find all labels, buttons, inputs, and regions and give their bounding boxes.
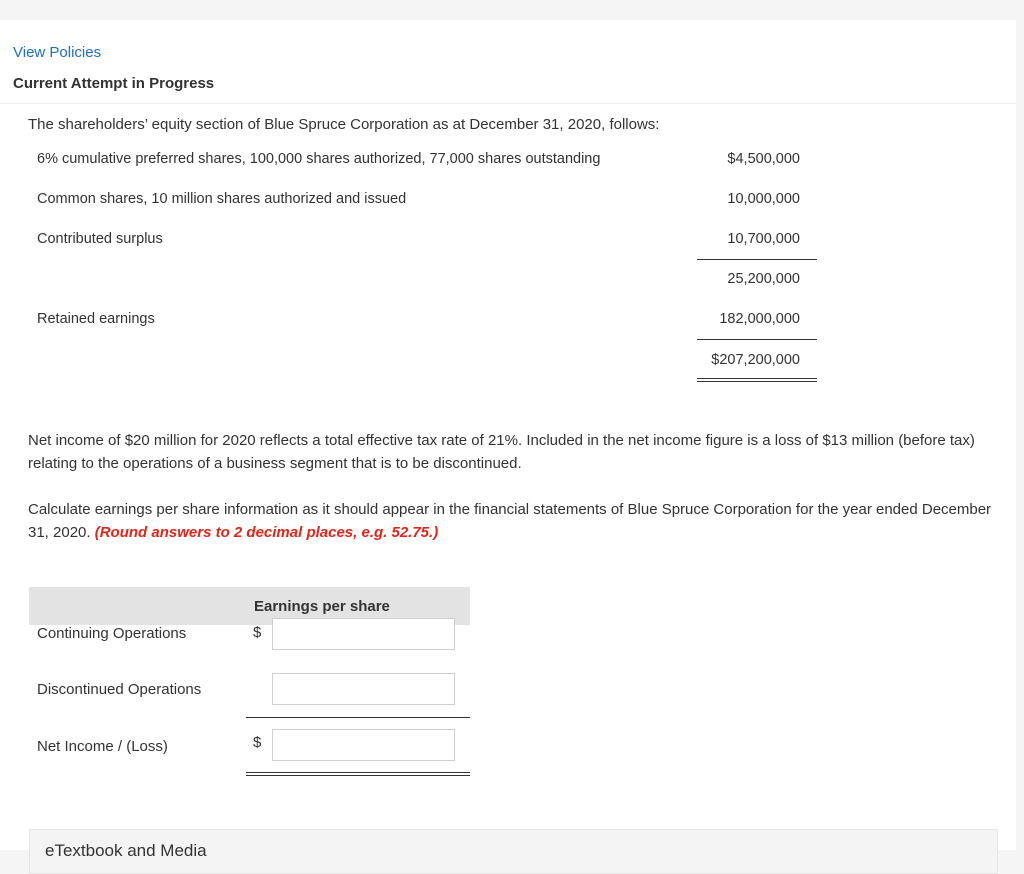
- problem-intro: The shareholders’ equity section of Blue Spruce Corporation as at December 31, 2020, follows:: [28, 116, 660, 133]
- total-rule: [697, 339, 817, 340]
- view-policies-link[interactable]: View Policies: [13, 44, 102, 61]
- answer-subtotal-rule: [246, 717, 470, 718]
- equity-value-common: 10,000,000: [727, 191, 800, 207]
- row-label-continuing: Continuing Operations: [37, 625, 187, 642]
- row-label-discontinued: Discontinued Operations: [37, 681, 202, 698]
- equity-value-retained-earnings: 182,000,000: [719, 311, 800, 327]
- net-income-paragraph: Net income of $20 million for 2020 reflects a total effective tax rate of 21%. Included in the net income figure is a loss of $13 million (before tax) relating to the operations of a business segment that is to be discontinued.: [28, 432, 975, 472]
- instruction-paragraph: [28, 498, 1003, 544]
- total-double-rule-bottom: [697, 381, 817, 382]
- discontinued-operations-input[interactable]: [272, 673, 455, 705]
- header-divider: [0, 103, 1016, 104]
- attempt-status: Current Attempt in Progress: [13, 75, 215, 92]
- currency-symbol-net-income: $: [253, 734, 262, 751]
- currency-symbol-continuing: $: [253, 624, 262, 641]
- equity-value-preferred: $4,500,000: [727, 151, 800, 167]
- instruction-text: Calculate earnings per share information as it should appear in the financial statements of Blue Spruce Corporation for the year ended December 31, 2020.: [28, 501, 992, 541]
- net-income-input[interactable]: [272, 729, 455, 761]
- continuing-operations-input[interactable]: [272, 618, 455, 650]
- total-double-rule-top: [697, 378, 817, 379]
- equity-value-contributed-surplus: 10,700,000: [727, 231, 800, 247]
- equity-value-total: $207,200,000: [711, 352, 800, 368]
- equity-label-common: Common shares, 10 million shares authorized and issued: [37, 191, 407, 207]
- subtotal-rule: [697, 259, 817, 260]
- equity-label-preferred: 6% cumulative preferred shares, 100,000 shares authorized, 77,000 shares outstanding: [37, 151, 601, 167]
- equity-label-contributed-surplus: Contributed surplus: [37, 231, 163, 247]
- equity-label-retained-earnings: Retained earnings: [37, 311, 155, 327]
- equity-value-subtotal: 25,200,000: [727, 271, 800, 287]
- answer-total-double-rule-top: [246, 772, 470, 773]
- answer-total-double-rule-bottom: [246, 775, 470, 776]
- rounding-note: (Round answers to 2 decimal places, e.g. 52.75.): [94, 524, 439, 541]
- row-label-net-income: Net Income / (Loss): [37, 738, 168, 755]
- question-panel: [0, 20, 1016, 860]
- eps-column-header: Earnings per share: [254, 598, 390, 615]
- etextbook-media-label[interactable]: eTextbook and Media: [45, 841, 207, 860]
